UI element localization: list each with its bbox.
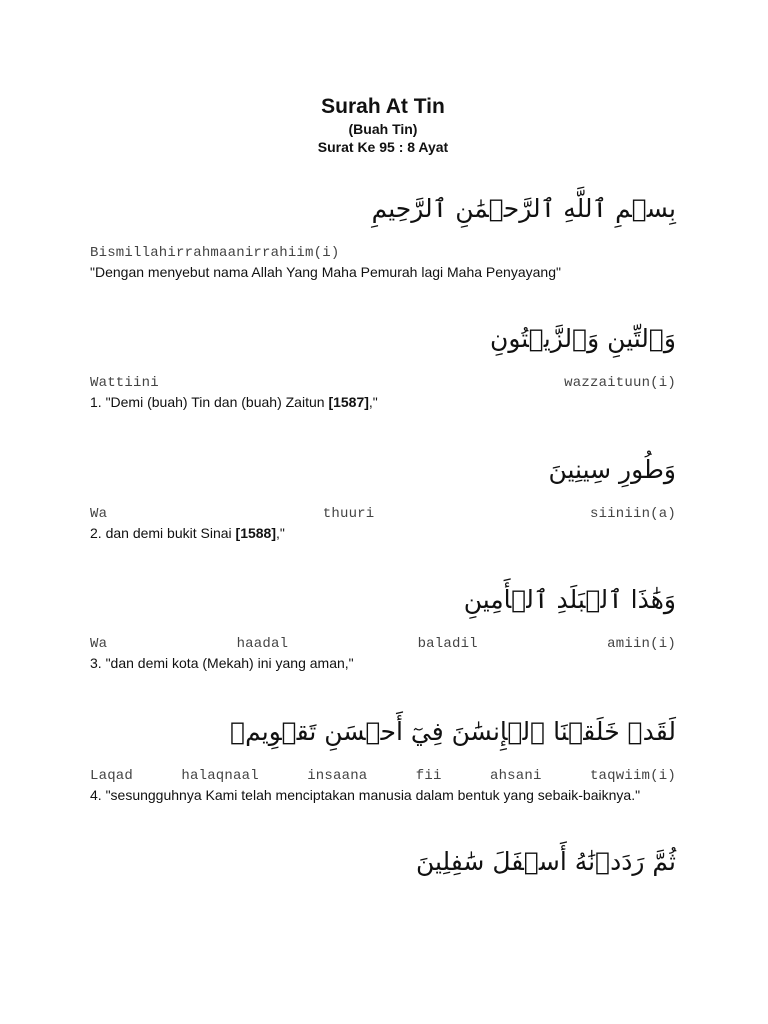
- translit-word: Bismillahirrahmaanirrahiim(i): [90, 245, 340, 261]
- translation-end: ,": [276, 525, 285, 541]
- arabic-text: لَقَدۡ خَلَقۡنَا ٱلۡإِنسَٰنَ فِيٓ أَحۡسَنِ تَقۡوِيمٖ: [230, 717, 676, 746]
- document-page: [90, 0, 676, 1024]
- translation-text: 3. "dan demi kota (Mekah) ini yang aman,": [90, 655, 354, 671]
- surah-subtitle: (Buah Tin): [348, 121, 418, 137]
- translit-word: Wa: [90, 636, 108, 652]
- translation-text: "Dengan menyebut nama Allah Yang Maha Pemurah lagi Maha Penyayang": [90, 264, 561, 280]
- footnote-ref: [1587]: [328, 394, 369, 410]
- verse-5: [90, 845, 676, 887]
- arabic-text: بِسۡمِ ٱللَّهِ ٱلرَّحۡمَٰنِ ٱلرَّحِيمِ: [371, 194, 676, 223]
- arabic-text: وَطُورِ سِينِينَ: [548, 455, 676, 484]
- translation: [90, 654, 676, 673]
- translit-word: ahsani: [489, 768, 542, 784]
- verse-basmalah: [90, 192, 676, 282]
- translation-text: 1. "Demi (buah) Tin dan (buah) Zaitun: [90, 394, 329, 410]
- translit-word: insaana: [307, 768, 368, 784]
- translit-word: amiin(i): [607, 636, 676, 652]
- transliteration: [90, 505, 676, 524]
- translit-word: halaqnaal: [181, 768, 259, 784]
- verse-1: [90, 322, 676, 412]
- translit-word: thuuri: [322, 506, 375, 522]
- translit-word: Laqad: [90, 768, 134, 784]
- translit-word: baladil: [417, 636, 478, 652]
- translit-word: siiniin(a): [589, 506, 676, 522]
- surah-meta: Surat Ke 95 : 8 Ayat: [317, 139, 449, 155]
- arabic-text: وَٱلتِّينِ وَٱلزَّيۡتُونِ: [489, 324, 676, 353]
- verse-4: [90, 715, 676, 805]
- footnote-ref: [1588]: [235, 525, 276, 541]
- translation: [90, 524, 676, 543]
- transliteration: [90, 767, 676, 786]
- translation: [90, 786, 676, 805]
- document-header: [90, 94, 676, 156]
- translation-text: 4. "sesungguhnya Kami telah menciptakan manusia dalam bentuk yang sebaik-baiknya.": [90, 787, 641, 803]
- surah-title: Surah At Tin: [321, 95, 445, 118]
- translation-end: ,": [368, 394, 378, 410]
- translation: [90, 393, 676, 412]
- translit-word: haadal: [236, 636, 289, 652]
- translit-word: taqwiim(i): [589, 768, 676, 784]
- verse-3: [90, 583, 676, 673]
- translit-word: Wa: [90, 506, 108, 522]
- translit-word: fii: [415, 768, 442, 784]
- transliteration: [90, 635, 676, 654]
- translit-word: wazzaituun(i): [564, 375, 676, 391]
- arabic-text: وَهَٰذَا ٱلۡبَلَدِ ٱلۡأَمِينِ: [463, 585, 676, 614]
- verse-2: [90, 453, 676, 543]
- translation: [90, 263, 676, 282]
- transliteration: [90, 374, 676, 393]
- translation-text: 2. dan demi bukit Sinai: [90, 525, 236, 541]
- transliteration: [90, 244, 676, 263]
- arabic-text: ثُمَّ رَدَدۡنَٰهُ أَسۡفَلَ سَٰفِلِينَ: [415, 847, 676, 876]
- translit-word: Wattiini: [90, 375, 159, 391]
